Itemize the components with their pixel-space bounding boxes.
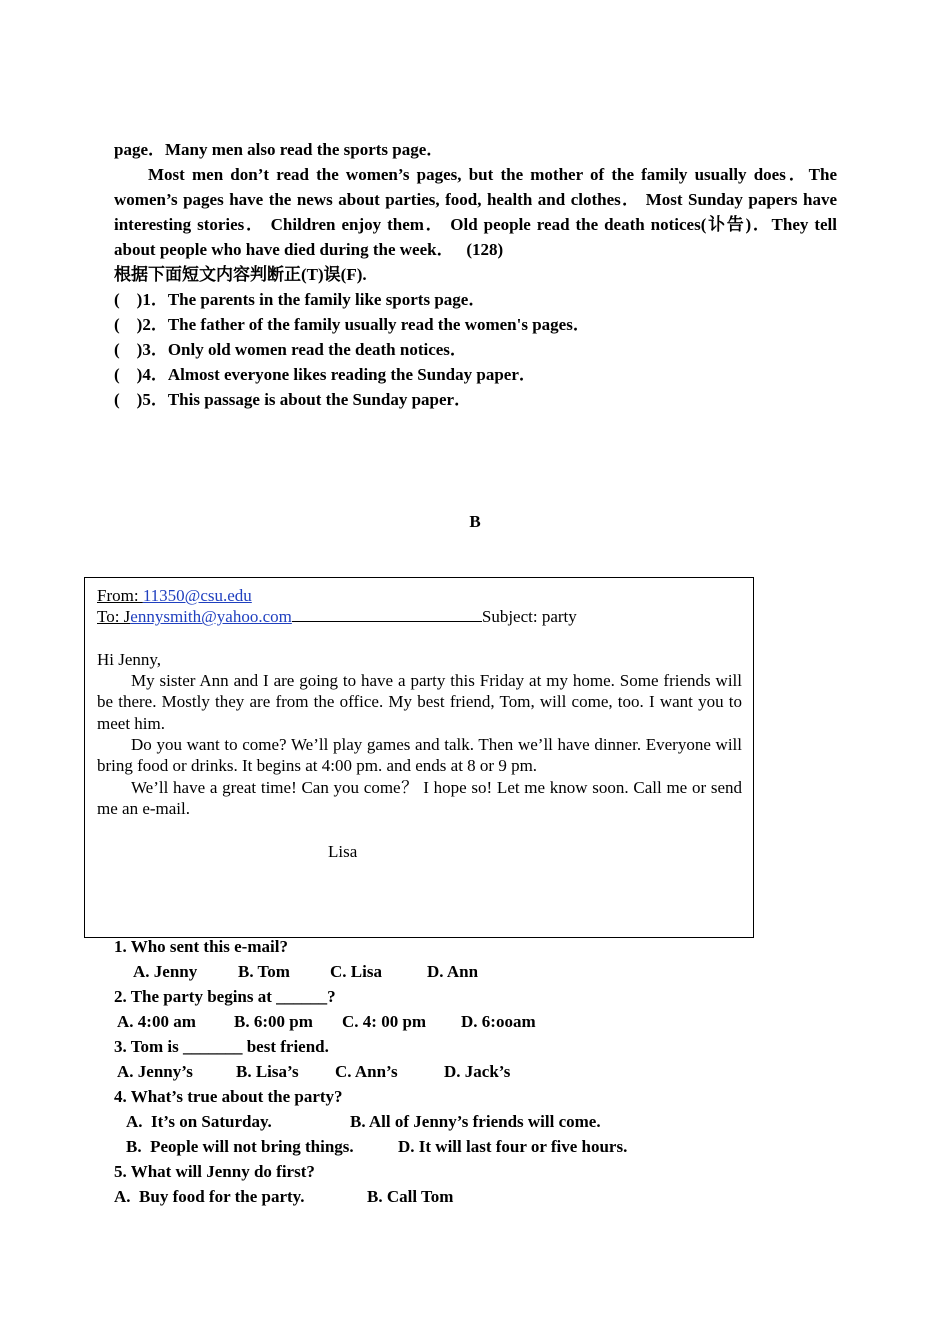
item-text: Almost everyone likes reading the Sunday paper． xyxy=(167,365,536,384)
underline-blank xyxy=(292,607,482,622)
option[interactable]: A. Jenny xyxy=(133,962,198,981)
passage-a-line1: page．Many men also read the sports page． xyxy=(114,140,444,159)
passage-a-paragraph xyxy=(114,162,837,262)
option[interactable]: B. Call Tom xyxy=(367,1187,454,1206)
answer-bracket[interactable]: ( ) xyxy=(114,315,143,334)
option[interactable]: B. People will not bring things. xyxy=(126,1137,354,1156)
question-3-options xyxy=(117,1059,510,1084)
question-1-options xyxy=(133,959,478,984)
question-3: 3. Tom is _______ best friend. xyxy=(114,1037,329,1056)
answer-bracket[interactable]: ( ) xyxy=(114,365,143,384)
option[interactable]: D. It will last four or five hours. xyxy=(398,1137,628,1156)
email-from-row xyxy=(97,585,742,606)
option[interactable]: B. Lisa’s xyxy=(236,1062,299,1081)
item-number: 5． xyxy=(142,390,168,409)
item-text: The father of the family usually read the women's pages． xyxy=(167,315,590,334)
passage-a-para2-text: Most men don’t read the women’s pages, but the mother of the family usually does．The women’s pages have the news about parties, food, health and clothes． Most Sunday papers have interesting stories． Children enjoy them． Old people read the death notices(讣告)．They tell about people who have died during the week． xyxy=(114,165,837,259)
email-to-row xyxy=(97,606,742,627)
option[interactable]: D. Ann xyxy=(427,962,479,981)
answer-bracket[interactable]: ( ) xyxy=(114,340,143,359)
tf-item xyxy=(114,387,471,412)
email-paragraph-1: My sister Ann and I are going to have a party this Friday at my home. Some friends will be there. Mostly they are from the office. My best friend, Tom, will come, too. I want you to meet him. xyxy=(97,671,742,733)
tf-item xyxy=(114,362,536,387)
item-number: 4． xyxy=(142,365,168,384)
option[interactable]: B. All of Jenny’s friends will come. xyxy=(350,1112,601,1131)
to-label: To: J xyxy=(97,607,131,627)
email-subject: Subject: party xyxy=(481,607,577,627)
email-paragraph-2: Do you want to come? We’ll play games and talk. Then we’ll have dinner. Everyone will bring food or drinks. It begins at 4:00 pm. and ends at 8 or 9 pm. xyxy=(97,735,742,776)
tf-item xyxy=(114,287,485,312)
tf-item xyxy=(114,337,467,362)
question-2-options xyxy=(117,1009,536,1034)
from-label: From: xyxy=(97,586,143,605)
email-header xyxy=(97,585,742,862)
option[interactable]: A. It’s on Saturday. xyxy=(126,1112,272,1131)
passage-a-word-count: (128) xyxy=(466,240,504,259)
email-signature: Lisa xyxy=(328,841,358,861)
item-number: 2． xyxy=(142,315,168,334)
section-b-title: B xyxy=(469,512,481,531)
item-text: Only old women read the death notices． xyxy=(167,340,467,359)
question-4-options-row2 xyxy=(126,1134,627,1159)
option[interactable]: D. Jack’s xyxy=(444,1062,511,1081)
question-2: 2. The party begins at ______? xyxy=(114,987,336,1006)
option[interactable]: D. 6:ooam xyxy=(461,1012,536,1031)
from-address-link[interactable]: 11350@csu.edu xyxy=(142,586,252,605)
answer-bracket[interactable]: ( ) xyxy=(114,390,143,409)
item-number: 1． xyxy=(142,290,168,309)
option[interactable]: B. Tom xyxy=(238,962,290,981)
email-greeting: Hi Jenny, xyxy=(97,649,162,669)
question-5: 5. What will Jenny do first? xyxy=(114,1162,315,1181)
question-4: 4. What’s true about the party? xyxy=(114,1087,343,1106)
option[interactable]: C. Lisa xyxy=(330,962,382,981)
question-1: 1. Who sent this e-mail? xyxy=(114,937,288,956)
option[interactable]: A. 4:00 am xyxy=(117,1012,196,1031)
question-4-options-row1 xyxy=(126,1109,601,1134)
tf-instruction: 根据下面短文内容判断正(T)误(F). xyxy=(114,265,367,284)
email-paragraph-3: We’ll have a great time! Can you come？ I hope so! Let me know soon. Call me or send me an e-mail. xyxy=(97,777,742,818)
tf-item xyxy=(114,312,590,337)
email-box xyxy=(84,577,754,938)
option[interactable]: A. Buy food for the party. xyxy=(114,1187,305,1206)
to-address-link[interactable]: ennysmith@yahoo.com xyxy=(130,607,292,627)
item-text: This passage is about the Sunday paper． xyxy=(167,390,472,409)
option[interactable]: A. Jenny’s xyxy=(117,1062,193,1081)
option[interactable]: C. Ann’s xyxy=(335,1062,398,1081)
item-number: 3． xyxy=(142,340,168,359)
item-text: The parents in the family like sports page． xyxy=(167,290,486,309)
option[interactable]: B. 6:00 pm xyxy=(234,1012,313,1031)
answer-bracket[interactable]: ( ) xyxy=(114,290,143,309)
question-5-options xyxy=(114,1184,453,1209)
option[interactable]: C. 4: 00 pm xyxy=(342,1012,427,1031)
